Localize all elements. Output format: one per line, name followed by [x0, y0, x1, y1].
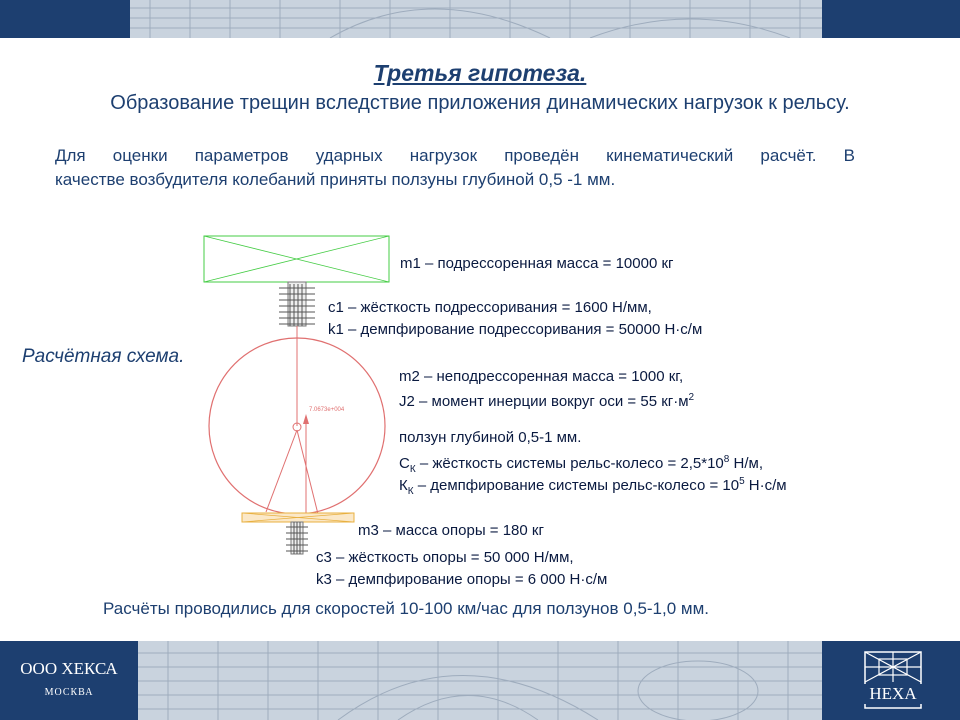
label-m3: m3 – масса опоры = 180 кг	[358, 522, 544, 539]
label-k1: k1 – демпфирование подрессоривания = 50000 Н·с/м	[328, 321, 703, 338]
page-subtitle: Образование трещин вследствие приложения динамических нагрузок к рельсу.	[110, 92, 850, 114]
wheel-annotation: 7.0673e+004	[309, 407, 345, 413]
label-kk-sym: К	[399, 477, 408, 494]
label-kk	[399, 472, 787, 502]
hexa-logo-text: HEXA	[863, 684, 923, 704]
support-plate-m3	[242, 513, 354, 522]
scheme-label: Расчётная схема.	[22, 346, 185, 367]
footer-paragraph: Расчёты проводились для скоростей 10-100 км/час для ползунов 0,5-1,0 мм.	[103, 599, 710, 618]
label-kk-unit: Н·с/м	[744, 477, 787, 494]
spring-c1-k1	[279, 282, 315, 326]
label-ck-sup: 8	[723, 454, 730, 465]
label-j2-text: J2 – момент инерции вокруг оси = 55 кг·м	[399, 393, 689, 410]
label-m1: m1 – подрессоренная масса = 10000 кг	[400, 255, 674, 272]
company-name: ООО ХЕКСА	[20, 659, 118, 678]
spring-c3-k3	[286, 522, 308, 554]
label-k3: k3 – демпфирование опоры = 6 000 Н·с/м	[316, 571, 608, 588]
label-ck-text: – жёсткость системы рельс-колесо = 2,5*10	[415, 455, 724, 472]
label-ck-unit: Н/м,	[729, 455, 763, 472]
label-j2-sup: 2	[688, 392, 695, 403]
label-flat: ползун глубиной 0,5-1 мм.	[399, 429, 582, 446]
mesh-background-bottom	[138, 641, 822, 720]
label-kk-sub: К	[407, 486, 414, 497]
intro-line-2: качестве возбудителя колебаний приняты ползуны глубиной 0,5 -1 мм.	[55, 170, 616, 189]
page-title: Третья гипотеза.	[373, 60, 587, 86]
label-ck-sub: К	[409, 464, 416, 475]
label-m2: m2 – неподрессоренная масса = 1000 кг,	[399, 368, 684, 385]
label-kk-text: – демпфирование системы рельс-колесо = 10	[413, 477, 740, 494]
mass-m1-box	[204, 236, 389, 282]
force-arrowhead	[303, 414, 309, 424]
label-kk-sup: 5	[739, 476, 745, 487]
label-ck-sym: С	[399, 455, 410, 472]
company-city: МОСКВА	[44, 687, 94, 698]
label-c3: с3 – жёсткость опоры = 50 000 Н/мм,	[316, 549, 574, 566]
bottom-banner-navy-left	[0, 641, 138, 720]
bottom-banner	[0, 641, 960, 720]
label-j2	[399, 388, 694, 412]
wheel-flat-lines	[266, 430, 318, 514]
intro-line-1: Для оценки параметров ударных нагрузок проведён кинематический расчёт. В	[55, 146, 855, 165]
label-c1: c1 – жёсткость подрессоривания = 1600 Н/мм,	[328, 299, 652, 316]
